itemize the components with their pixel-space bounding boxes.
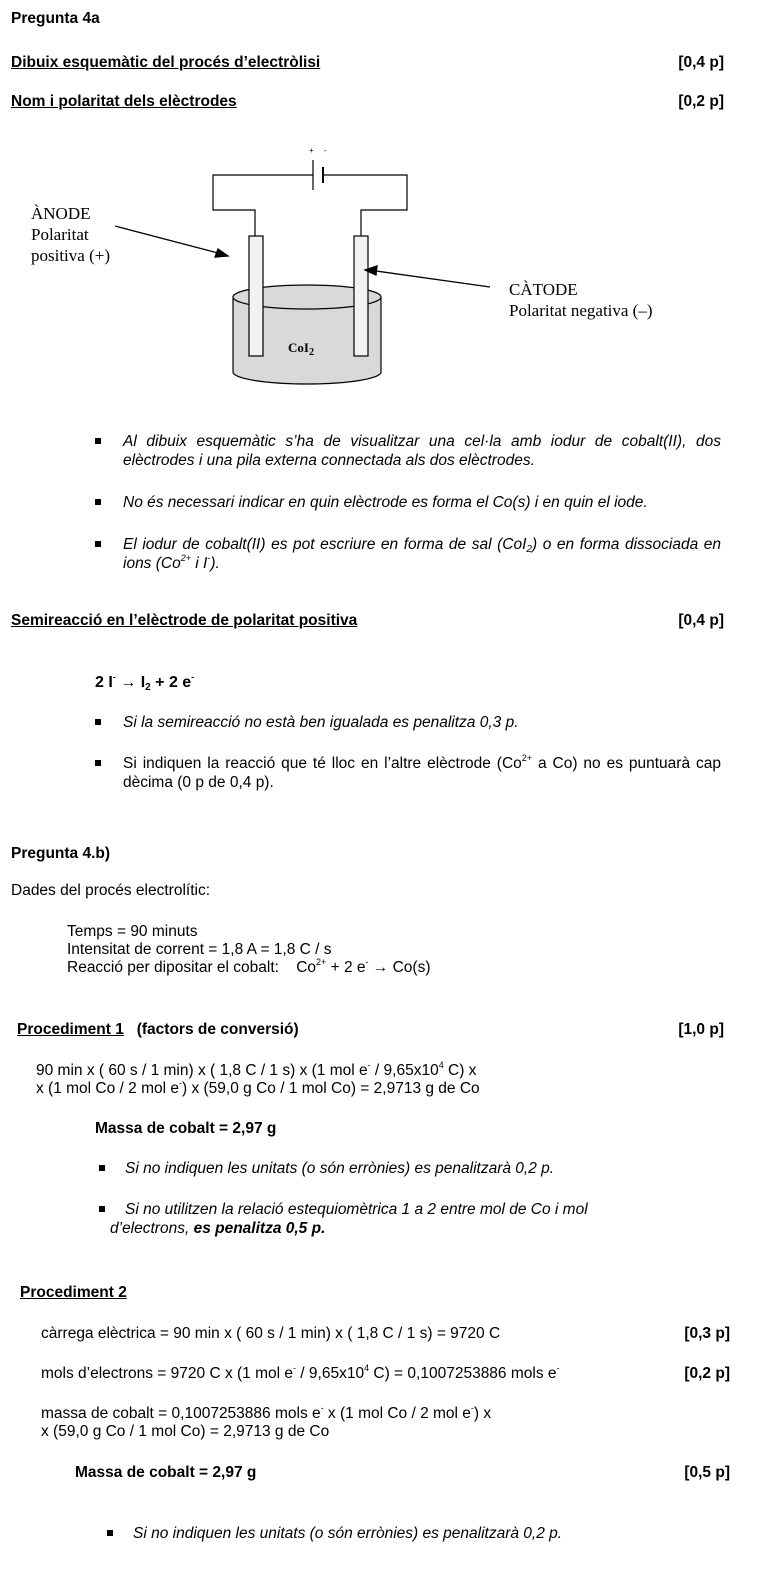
note-balance-penalty: Si la semireacció no està ben igualada es penalitza 0,3 p.: [123, 714, 519, 731]
points-half-reaction: [0,4 p]: [678, 612, 724, 629]
bullet: [95, 760, 101, 766]
procedure-1-calculation: [36, 1062, 480, 1098]
heading-half-reaction: Semireacció en l’elèctrode de polaritat positiva: [11, 612, 358, 629]
points-electrodes: [0,2 p]: [678, 93, 724, 110]
cathode-wire: [323, 175, 407, 236]
anode-arrow: [115, 226, 218, 253]
anode-name: ÀNODE: [31, 204, 91, 223]
half-reaction-equation: 2 $I^- \to I_2 + 2$ e-: [95, 672, 195, 693]
note-stoichiometry-penalty: Si no utilitzen la relació estequiomètrica 1 a 2 entre mol de Co i mol d’electrons, es penalitza 0,5 p.: [110, 1201, 588, 1237]
cathode-electrode: [354, 236, 368, 356]
cathode-name: CÀTODE: [509, 280, 578, 299]
electrolysis-diagram: [0, 140, 764, 400]
data-time: Temps = 90 minuts: [67, 923, 198, 940]
points-procedure-1: [1,0 p]: [678, 1021, 724, 1038]
procedure-1-heading: Procediment 1 (factors de conversió): [17, 1021, 299, 1038]
calc-line-2: x (1 mol Co / 2 mol e-) x (59,0 g Co / 1 mol Co) = 2,9713 g de Co: [36, 1078, 480, 1097]
calc-cobalt-mass: [41, 1405, 491, 1441]
procedure-2-result: Massa de cobalt = 2,97 g: [75, 1464, 257, 1481]
points-electrons: [0,2 p]: [684, 1365, 730, 1382]
calc-mass-line-1: massa de cobalt = 0,1007253886 mols e- x (1 mol Co / 2 mol e-) x: [41, 1403, 492, 1422]
points-charge: [0,3 p]: [684, 1325, 730, 1342]
solution-label: CoI$_2$: [288, 340, 314, 358]
points-diagram: [0,4 p]: [678, 54, 724, 71]
procedure-2-heading: Procediment 2: [20, 1284, 127, 1301]
data-current: Intensitat de corrent = 1,8 A = 1,8 C / s: [67, 941, 332, 958]
note-iodide-forms: El iodur de cobalt(II) es pot escriure en forma de sal (CoI$_2$) o en forma dissociada en ions ($Co^{2+}$ i I-).: [123, 536, 722, 572]
cathode-label: [509, 279, 653, 321]
bullet: [99, 1206, 105, 1212]
calc-mass-line-2: x (59,0 g Co / 1 mol Co) = 2,9713 g de Co: [41, 1423, 330, 1440]
bullet: [95, 499, 101, 505]
process-data: [67, 923, 431, 977]
procedure-1-result: Massa de cobalt = 2,97 g: [95, 1120, 277, 1137]
bullet: [95, 438, 101, 444]
calc-charge: càrrega elèctrica = 90 min x ( 60 s / 1 min) x ( 1,8 C / 1 s) = 9720 C: [41, 1325, 501, 1342]
anode-label: [31, 203, 110, 266]
anode-wire: [213, 175, 313, 236]
note-units-penalty-2: Si no indiquen les unitats (o són errònies) es penalitzarà 0,2 p.: [133, 1525, 563, 1542]
anode-polarity-value: positiva (+): [31, 246, 110, 265]
heading-diagram: Dibuix esquemàtic del procés d’electròlisi: [11, 54, 321, 71]
bullet: [95, 719, 101, 725]
anode-electrode: [249, 236, 263, 356]
calc-line-1: 90 min x ( 60 s / 1 min) x ( 1,8 C / 1 s) x (1 mol $e^- / 9,65x10^4$ C) x: [36, 1060, 477, 1079]
battery-signs: + -: [309, 146, 331, 155]
heading-electrodes: Nom i polaritat dels elèctrodes: [11, 93, 237, 110]
cathode-arrow: [376, 271, 490, 287]
bullet: [99, 1165, 105, 1171]
bullet: [107, 1530, 113, 1536]
note-diagram: Al dibuix esquemàtic s’ha de visualitzar una cel·la amb iodur de cobalt(II), dos elèctrodes i una pila externa connectada als dos elèctrodes.: [123, 433, 721, 469]
calc-electrons: mols d’electrons = 9720 C x (1 mol $e^- / 9,65x10^4$ C) = 0,1007253886 mols e-: [41, 1363, 560, 1382]
anode-polarity-label: Polaritat: [31, 225, 89, 244]
bullet: [95, 541, 101, 547]
cathode-polarity: Polaritat negativa (–): [509, 301, 653, 320]
points-result: [0,5 p]: [684, 1464, 730, 1481]
question-4b-title: Pregunta 4.b): [11, 845, 111, 862]
data-reaction: Reacció per dipositar el cobalt: $Co^{2+} + 2$ e- → Co(s): [67, 957, 431, 976]
process-data-intro: Dades del procés electrolític:: [11, 882, 211, 899]
note-electrode-products: No és necessari indicar en quin elèctrode es forma el Co(s) i en quin el iode.: [123, 494, 648, 511]
note-other-electrode: Si indiquen la reacció que té lloc en l’altre elèctrode ($Co^{2+}$ a Co) no es puntuarà cap dècima (0 p de 0,4 p).: [123, 753, 721, 791]
question-4a-title: Pregunta 4a: [11, 10, 100, 27]
note-units-penalty: Si no indiquen les unitats (o són errònies) es penalitzarà 0,2 p.: [125, 1160, 555, 1177]
anode-arrowhead: [215, 249, 228, 257]
